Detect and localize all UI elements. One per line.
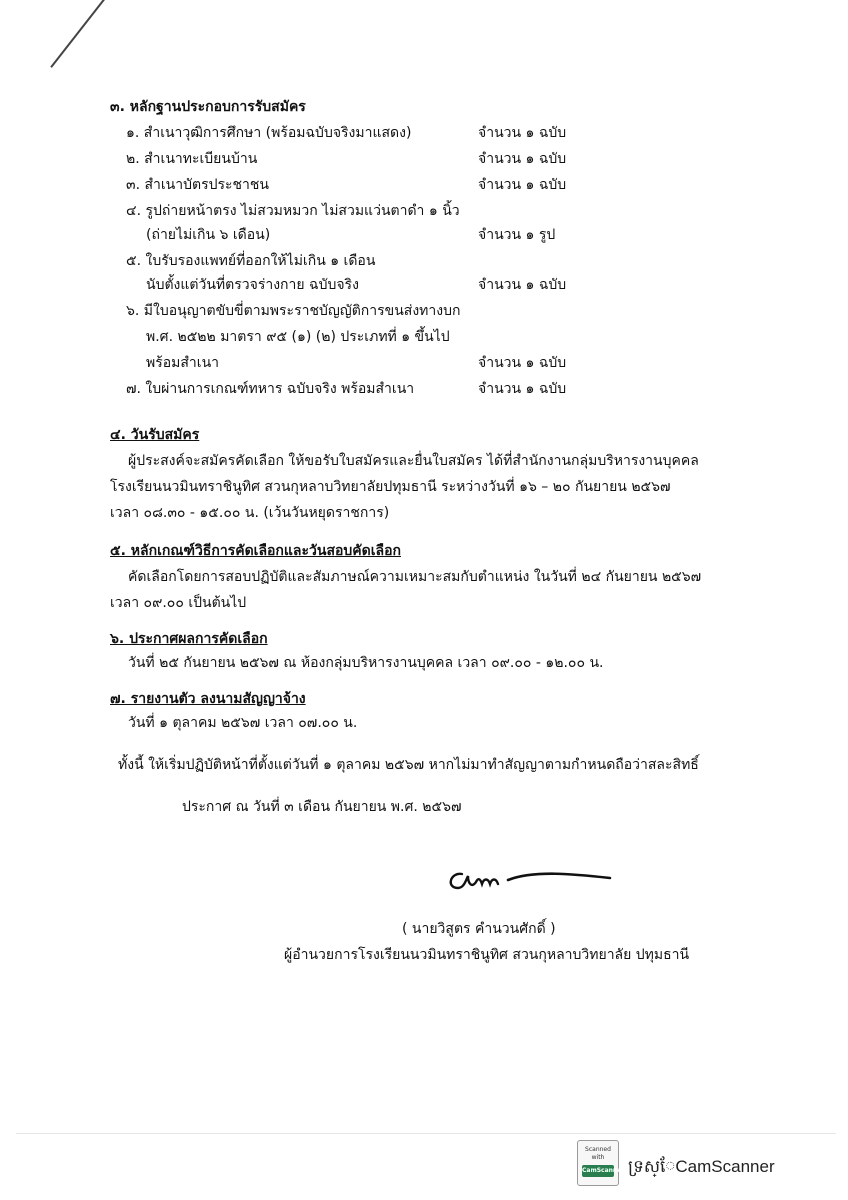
section-7-line: วันที่ ๑ ตุลาคม ๒๕๖๗ เวลา ๐๗.๐๐ น. bbox=[128, 715, 358, 731]
list-item-qty: จำนวน ๑ รูป bbox=[478, 227, 556, 243]
list-item-qty: จำนวน ๑ ฉบับ bbox=[478, 277, 567, 293]
corner-fold-line bbox=[50, 0, 119, 68]
badge-brand: CamScanner bbox=[582, 1165, 614, 1177]
badge-text: Scanned with bbox=[585, 1146, 611, 1161]
list-item-line2: (ถ่ายไม่เกิน ๖ เดือน) bbox=[146, 227, 271, 243]
list-item: ๒. สำเนาทะเบียนบ้าน bbox=[126, 151, 258, 167]
page-divider bbox=[16, 1133, 836, 1134]
list-item: ๖. มีใบอนุญาตขับขี่ตามพระราชบัญญัติการขนส่งทางบก bbox=[126, 303, 461, 319]
section-4-paragraph-line: ผู้ประสงค์จะสมัครคัดเลือก ให้ขอรับใบสมัครและยื่นใบสมัคร ได้ที่สำนักงานกลุ่มบริหารงานบุคคล bbox=[128, 453, 699, 469]
list-item-qty: จำนวน ๑ ฉบับ bbox=[478, 125, 567, 141]
closing-statement: ทั้งนี้ ให้เริ่มปฏิบัติหน้าที่ตั้งแต่วันที่ ๑ ตุลาคม ๒๕๖๗ หากไม่มาทำสัญญาตามกำหนดถือว่าสละสิทธิ์ bbox=[118, 757, 699, 773]
section-5-paragraph-line: เวลา ๐๙.๐๐ เป็นต้นไป bbox=[110, 595, 247, 611]
camscanner-badge bbox=[577, 1140, 625, 1186]
list-item-line2: พ.ศ. ๒๕๒๒ มาตรา ๙๕ (๑) (๒) ประเภทที่ ๑ ขึ้นไป bbox=[146, 329, 450, 345]
signer-title: ผู้อำนวยการโรงเรียนนวมินทราชินูทิศ สวนกุหลาบวิทยาลัย ปทุมธานี bbox=[284, 947, 690, 963]
list-item-qty: จำนวน ๑ ฉบับ bbox=[478, 177, 567, 193]
list-item-line2: นับตั้งแต่วันที่ตรวจร่างกาย ฉบับจริง bbox=[146, 277, 359, 293]
section-4-heading: ๔. วันรับสมัคร bbox=[110, 427, 200, 443]
section-4-paragraph-line: โรงเรียนนวมินทราชินูทิศ สวนกุหลาบวิทยาลัยปทุมธานี ระหว่างวันที่ ๑๖ – ๒๐ กันยายน ๒๕๖๗ bbox=[110, 479, 671, 495]
list-item-qty: จำนวน ๑ ฉบับ bbox=[478, 381, 567, 397]
list-item: ๑. สำเนาวุฒิการศึกษา (พร้อมฉบับจริงมาแสดง) bbox=[126, 125, 412, 141]
section-7-heading: ๗. รายงานตัว ลงนามสัญญาจ้าง bbox=[110, 691, 306, 707]
list-item-qty: จำนวน ๑ ฉบับ bbox=[478, 151, 567, 167]
section-3-heading: ๓. หลักฐานประกอบการรับสมัคร bbox=[110, 99, 306, 115]
signature bbox=[444, 864, 614, 904]
list-item: ๕. ใบรับรองแพทย์ที่ออกให้ไม่เกิน ๑ เดือน bbox=[126, 253, 376, 269]
list-item: ๔. รูปถ่ายหน้าตรง ไม่สวมหมวก ไม่สวมแว่นตาดำ ๑ นิ้ว bbox=[126, 203, 460, 219]
section-5-heading: ๕. หลักเกณฑ์วิธีการคัดเลือกและวันสอบคัดเลือก bbox=[110, 543, 402, 559]
section-5-paragraph-line: คัดเลือกโดยการสอบปฏิบัติและสัมภาษณ์ความเหมาะสมกับตำแหน่ง ในวันที่ ๒๔ กันยายน ๒๕๖๗ bbox=[128, 569, 702, 585]
section-4-paragraph-line: เวลา ๐๘.๓๐ - ๑๕.๐๐ น. (เว้นวันหยุดราชการ) bbox=[110, 505, 390, 521]
list-item-qty: จำนวน ๑ ฉบับ bbox=[478, 355, 567, 371]
list-item-line3: พร้อมสำเนา bbox=[146, 355, 220, 371]
signer-name: ( นายวิสูตร คำนวนศักดิ์ ) bbox=[402, 921, 556, 937]
announcement-date: ประกาศ ณ วันที่ ๓ เดือน กันยายน พ.ศ. ๒๕๖๗ bbox=[182, 799, 462, 815]
list-item: ๓. สำเนาบัตรประชาชน bbox=[126, 177, 269, 193]
camscanner-watermark-text: ទ្រស្ែCamScanner bbox=[628, 1157, 775, 1176]
section-6-heading: ๖. ประกาศผลการคัดเลือก bbox=[110, 631, 268, 647]
list-item: ๗. ใบผ่านการเกณฑ์ทหาร ฉบับจริง พร้อมสำเนา bbox=[126, 381, 415, 397]
section-6-line: วันที่ ๒๕ กันยายน ๒๕๖๗ ณ ห้องกลุ่มบริหารงานบุคคล เวลา ๐๙.๐๐ - ๑๒.๐๐ น. bbox=[128, 655, 604, 671]
